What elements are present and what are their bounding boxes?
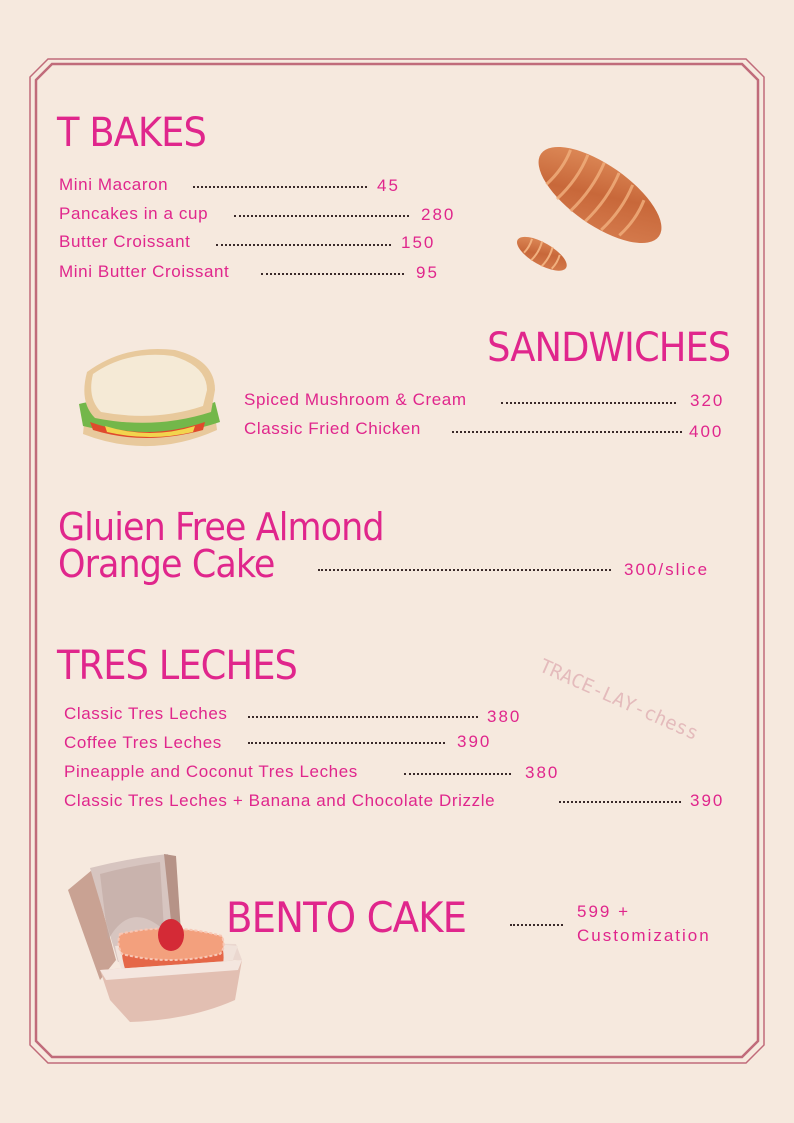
dot-leader	[501, 402, 676, 404]
item-price-line2: Customization	[577, 926, 711, 945]
item-name: Pineapple and Coconut Tres Leches	[64, 762, 358, 781]
item-price: 280	[421, 205, 456, 224]
item-price: 380	[487, 707, 522, 726]
dot-leader	[559, 801, 681, 803]
item-price: 400	[689, 422, 724, 441]
item-price: 150	[401, 233, 436, 252]
croissant-illustration	[505, 135, 675, 280]
item-name: Spiced Mushroom & Cream	[244, 390, 467, 409]
item-price: 95	[416, 263, 439, 282]
item-price-line1: 599 +	[577, 902, 631, 921]
dot-leader	[248, 742, 445, 744]
item-price: 320	[690, 391, 725, 410]
dot-leader	[261, 273, 404, 275]
dot-leader	[193, 186, 367, 188]
watermark-text: TRACE-LAY-chess	[536, 655, 702, 745]
item-name: Classic Fried Chicken	[244, 419, 421, 438]
dot-leader	[216, 244, 391, 246]
dot-leader	[404, 773, 511, 775]
item-price: 380	[525, 763, 560, 782]
item-name: Butter Croissant	[59, 232, 191, 251]
section-title-bento-cake: BENTO CAKE	[226, 893, 467, 942]
section-title-almond-cake-line1: Gluien Free Almond	[58, 505, 384, 549]
item-price: 45	[377, 176, 400, 195]
item-name: Mini Macaron	[59, 175, 169, 194]
section-title-sandwiches: SANDWICHES	[486, 325, 730, 371]
bento-cake-box-illustration	[60, 850, 250, 1025]
item-price: 390	[457, 732, 492, 751]
dot-leader	[452, 431, 682, 433]
section-title-tres-leches: TRES LECHES	[57, 643, 297, 689]
item-price: 390	[690, 791, 725, 810]
item-name: Classic Tres Leches	[64, 704, 228, 723]
sandwich-illustration	[65, 342, 235, 460]
item-name: Mini Butter Croissant	[59, 262, 230, 281]
item-name: Pancakes in a cup	[59, 204, 209, 223]
section-title-t-bakes: T BAKES	[57, 110, 206, 156]
dot-leader	[510, 924, 563, 926]
dot-leader	[248, 716, 478, 718]
item-name: Classic Tres Leches + Banana and Chocolate Drizzle	[64, 791, 496, 810]
section-title-almond-cake-line2: Orange Cake	[58, 542, 275, 586]
item-name: Coffee Tres Leches	[64, 733, 222, 752]
dot-leader	[318, 569, 611, 571]
dot-leader	[234, 215, 409, 217]
item-price: 300/slice	[624, 560, 710, 579]
